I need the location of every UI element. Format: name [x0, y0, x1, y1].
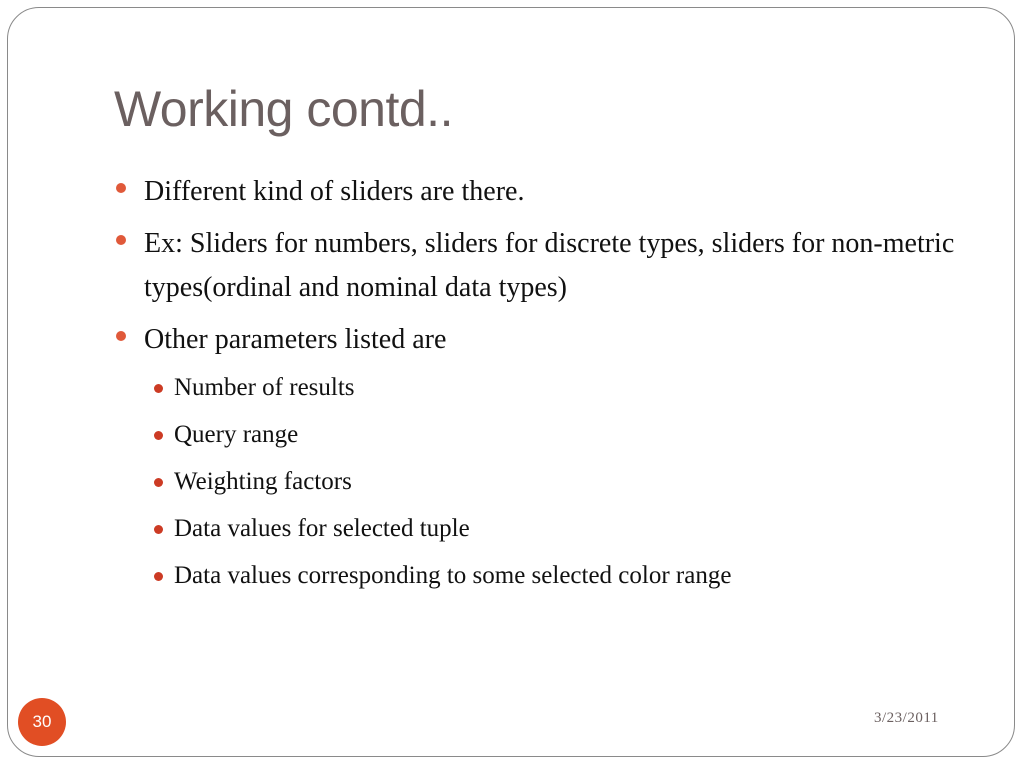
- sub-bullet-dot-icon: [154, 478, 163, 487]
- slide-date: 3/23/2011: [874, 710, 939, 726]
- bullet-text: Ex: Sliders for numbers, sliders for discrete types, sliders for non-metric types(ordinal and nominal data types): [144, 228, 955, 303]
- sub-bullet-item: [114, 370, 974, 406]
- bullet-dot-icon: [116, 331, 126, 341]
- bullet-item: [114, 222, 974, 310]
- sub-bullet-text: Number of results: [174, 374, 355, 401]
- bullet-item: [114, 318, 974, 362]
- bullet-text: Different kind of sliders are there.: [144, 176, 525, 207]
- bullet-text: Other parameters listed are: [144, 324, 447, 355]
- sub-bullet-item: [114, 558, 974, 594]
- sub-bullet-item: [114, 464, 974, 500]
- sub-bullet-text: Weighting factors: [174, 468, 352, 495]
- slide-number-badge: 30: [18, 698, 66, 746]
- sub-bullet-text: Query range: [174, 421, 299, 448]
- sub-bullet-dot-icon: [154, 572, 163, 581]
- sub-bullet-dot-icon: [154, 431, 163, 440]
- bullet-dot-icon: [116, 183, 126, 193]
- sub-bullet-text: Data values corresponding to some selected color range: [174, 562, 732, 589]
- sub-bullet-text: Data values for selected tuple: [174, 515, 470, 542]
- sub-bullet-item: [114, 511, 974, 547]
- sub-bullet-item: [114, 417, 974, 453]
- sub-bullet-dot-icon: [154, 525, 163, 534]
- slide-title: Working contd..: [114, 81, 453, 137]
- sub-bullet-dot-icon: [154, 384, 163, 393]
- bullet-dot-icon: [116, 235, 126, 245]
- slide-content: [114, 170, 974, 605]
- bullet-item: [114, 170, 974, 214]
